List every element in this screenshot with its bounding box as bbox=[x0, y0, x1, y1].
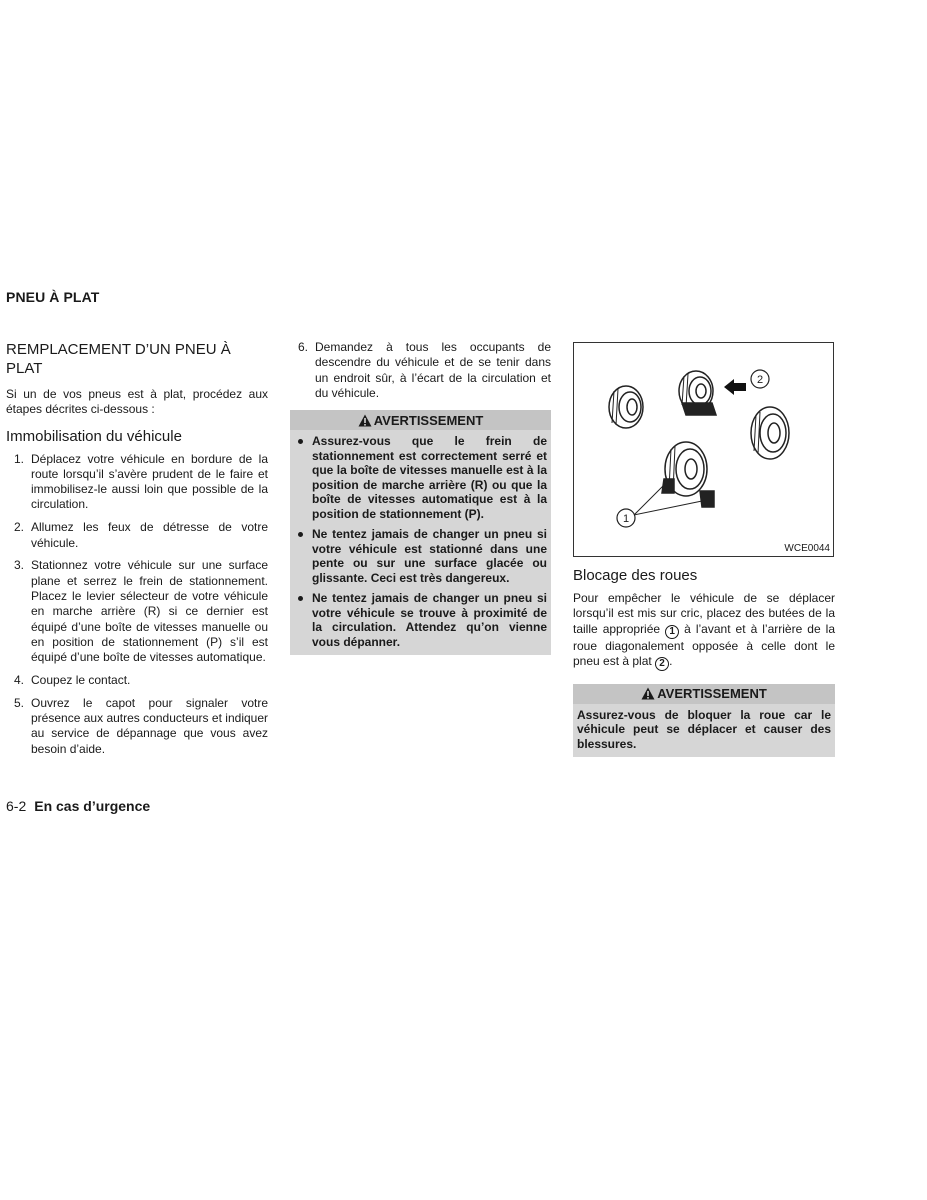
column-right bbox=[573, 340, 835, 757]
warning-triangle-icon bbox=[641, 687, 655, 700]
bullet-icon bbox=[298, 439, 303, 444]
step-item: 6. Demandez à tous les occupants de descendre du véhicule et de se tenir dans un endroit sûr, à l’écart de la circulation et du véhicule. bbox=[298, 340, 551, 400]
section-heading: REMPLACEMENT D’UN PNEU À PLAT bbox=[6, 341, 231, 377]
page-number: 6-2 bbox=[6, 798, 27, 814]
warning-item: Ne tentez jamais de changer un pneu si votre véhicule est stationné dans une pente ou sur une surface glacée ou glissante. Ceci est très dangereux. bbox=[294, 527, 547, 585]
section-title: PNEU À PLAT bbox=[6, 289, 100, 305]
column-left bbox=[6, 340, 268, 764]
step-item: 5. Ouvrez le capot pour signaler votre présence aux autres conducteurs et indiquer au service de dépannage que vous avez besoin d’aide. bbox=[14, 695, 268, 756]
blocage-paragraph: Pour empêcher le véhicule de se déplacer lorsqu’il est mis sur cric, placez des butées de la taille appropriée 1 à l’avant et à l’arrière de la roue diagonalement opposée à celle dont le pneu est à plat 2 . bbox=[573, 591, 835, 669]
page-footer bbox=[6, 798, 150, 814]
marker-2-icon: 2 bbox=[655, 657, 669, 671]
figure-label-1: 1 bbox=[622, 513, 630, 525]
marker-1-icon: 1 bbox=[665, 625, 679, 639]
steps-list bbox=[6, 452, 268, 757]
warning-title: AVERTISSEMENT bbox=[373, 412, 484, 428]
warning-title: AVERTISSEMENT bbox=[657, 686, 767, 702]
subheading-immobilisation: Immobilisation du véhicule bbox=[6, 427, 182, 445]
figure-label-2: 2 bbox=[756, 374, 764, 386]
subheading-blocage: Blocage des roues bbox=[573, 567, 698, 584]
warning-triangle-icon bbox=[358, 414, 372, 427]
step-item: 4. Coupez le contact. bbox=[14, 672, 131, 687]
warning-item: Assurez-vous que le frein de stationnement est correctement serré et que la boîte de vitesses manuelle est à la position de marche arrière (R) ou que la boîte de vitesses automatique est à la position de stationnement (P). bbox=[294, 434, 547, 521]
bullet-icon bbox=[298, 596, 303, 601]
warning-box-2 bbox=[573, 684, 835, 758]
warning-list bbox=[294, 434, 547, 649]
warning-header bbox=[290, 410, 551, 430]
chapter-title: En cas d’urgence bbox=[34, 798, 151, 814]
wheel-chock-illustration bbox=[574, 343, 833, 543]
step-item: 1. Déplacez votre véhicule en bordure de la route lorsqu’il s’avère prudent de le faire et immobilisez-le aussi loin que possible de la circulation. bbox=[14, 451, 268, 512]
tire-rear-right bbox=[679, 371, 716, 415]
bullet-icon bbox=[298, 532, 303, 537]
tire-front-right bbox=[751, 407, 789, 459]
warning-item: Ne tentez jamais de changer un pneu si votre véhicule se trouve à proximité de la circulation. Attendez qu’on vienne vous dépanner. bbox=[294, 591, 547, 649]
step-item: 3. Stationnez votre véhicule sur une surface plane et serrez le frein de stationnement. Placez le levier sélecteur de votre véhicule en marche arrière (R) si ce dernier est équipé d’une boîte de vitesses manuelle ou en position de stationnement (P) s’il est équipé d’une boîte de vitesses automatique. bbox=[14, 558, 268, 665]
wheel-chock-figure bbox=[573, 342, 834, 557]
warning-text: Assurez-vous de bloquer la roue car le véhicule peut se déplacer et causer des blessures. bbox=[577, 707, 831, 751]
column-middle bbox=[290, 340, 551, 655]
figure-code: WCE0044 bbox=[784, 543, 830, 554]
steps-list-continued bbox=[290, 340, 551, 401]
arrow-icon bbox=[724, 379, 746, 395]
tire-rear-left bbox=[609, 386, 643, 428]
intro-paragraph: Si un de vos pneus est à plat, procédez aux étapes décrites ci-dessous : bbox=[6, 387, 268, 417]
tire-front-left bbox=[662, 442, 714, 507]
warning-box bbox=[290, 410, 551, 655]
warning-header bbox=[573, 684, 835, 704]
step-item: 2. Allumez les feux de détresse de votre véhicule. bbox=[14, 520, 268, 550]
